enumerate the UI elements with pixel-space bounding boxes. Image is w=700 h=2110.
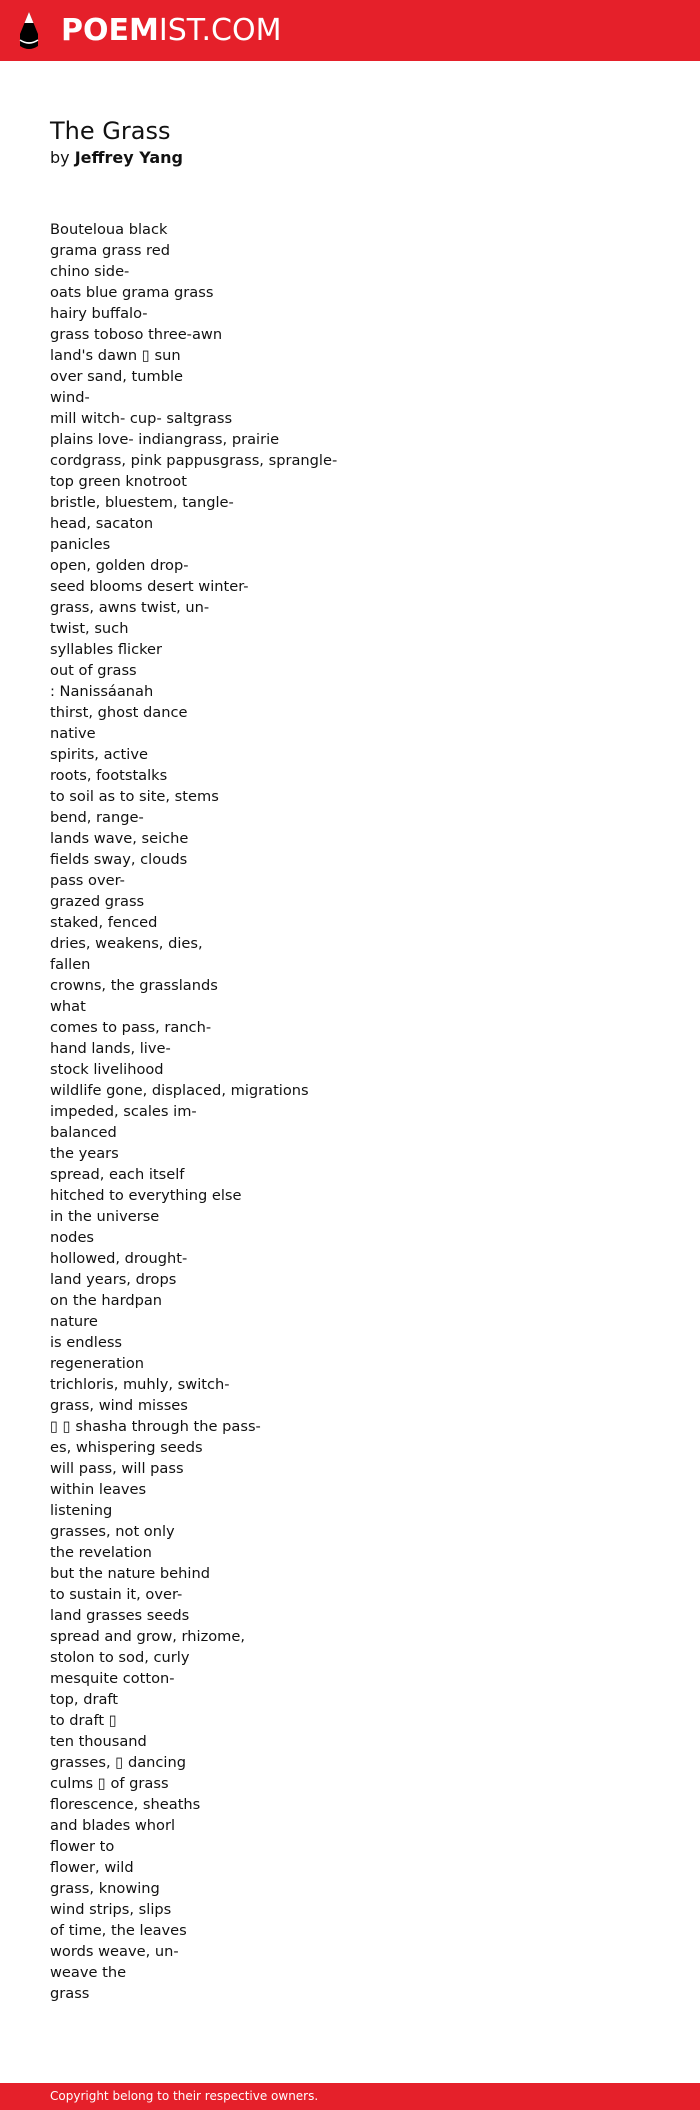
poem-line: staked, fenced bbox=[50, 914, 158, 931]
poem-line: impeded, scales im- bbox=[50, 1103, 197, 1120]
poem-line: trichloris, muhly, switch- bbox=[50, 1376, 230, 1393]
poem-line: ▯ ▯ shasha through the pass- bbox=[50, 1418, 261, 1435]
poem-line: bend, range- bbox=[50, 809, 144, 826]
poem-line: wildlife gone, displaced, migrations bbox=[50, 1082, 309, 1099]
poem-line: weave the bbox=[50, 1964, 127, 1981]
poem-line: es, whispering seeds bbox=[50, 1439, 203, 1456]
poem-line: head, sacaton bbox=[50, 515, 154, 532]
poem-line: mill witch- cup- saltgrass bbox=[50, 410, 233, 427]
poem-title: The Grass bbox=[50, 117, 171, 145]
poem-line: wind- bbox=[50, 389, 90, 406]
poem-line: crowns, the grasslands bbox=[50, 977, 218, 994]
poem-line: land years, drops bbox=[50, 1271, 177, 1288]
pencil-logo-icon[interactable] bbox=[16, 12, 42, 51]
poem-line: dries, weakens, dies, bbox=[50, 935, 203, 952]
logo-text-bold: POEM bbox=[61, 13, 159, 48]
poem-line: wind strips, slips bbox=[50, 1901, 172, 1918]
poem-line: mesquite cotton- bbox=[50, 1670, 175, 1687]
poem-line: spread, each itself bbox=[50, 1166, 185, 1183]
poem-line: Bouteloua black bbox=[50, 221, 168, 238]
poem-line: culms ▯ of grass bbox=[50, 1775, 169, 1792]
poem-line: within leaves bbox=[50, 1481, 147, 1498]
poem-line: grass, knowing bbox=[50, 1880, 160, 1897]
poem-line: grass, awns twist, un- bbox=[50, 599, 210, 616]
poem-line: fallen bbox=[50, 956, 91, 973]
poem-line: and blades whorl bbox=[50, 1817, 176, 1834]
site-header bbox=[0, 0, 700, 61]
poem-line: plains love- indiangrass, prairie bbox=[50, 431, 280, 448]
poem-line: the years bbox=[50, 1145, 119, 1162]
poem-line: fields sway, clouds bbox=[50, 851, 188, 868]
poem-line: to draft ▯ bbox=[50, 1712, 117, 1729]
poem-line: hairy buffalo- bbox=[50, 305, 148, 322]
poem-line: stock livelihood bbox=[50, 1061, 164, 1078]
copyright-text: Copyright belong to their respective owners. bbox=[50, 2089, 319, 2103]
poem-line: : Nanissáanah bbox=[50, 683, 154, 700]
poem-line: out of grass bbox=[50, 662, 137, 679]
poem-author[interactable]: Jeffrey Yang bbox=[74, 148, 183, 167]
poem-line: stolon to sod, curly bbox=[50, 1649, 190, 1666]
poem-line: regeneration bbox=[50, 1355, 145, 1372]
poem-line: seed blooms desert winter- bbox=[50, 578, 249, 595]
poem-line: twist, such bbox=[50, 620, 129, 637]
poem-line: grama grass red bbox=[50, 242, 170, 259]
poem-line: grasses, not only bbox=[50, 1523, 175, 1540]
poem-line: the revelation bbox=[50, 1544, 152, 1561]
poem-line: grasses, ▯ dancing bbox=[50, 1754, 186, 1771]
poem-line: ten thousand bbox=[50, 1733, 147, 1750]
poem-line: comes to pass, ranch- bbox=[50, 1019, 212, 1036]
poem-line: nodes bbox=[50, 1229, 95, 1246]
poem-line: cordgrass, pink pappusgrass, sprangle- bbox=[50, 452, 338, 469]
poem-line: will pass, will pass bbox=[50, 1460, 184, 1477]
poem-body bbox=[50, 219, 337, 2004]
poem-line: flower to bbox=[50, 1838, 115, 1855]
poem-line: listening bbox=[50, 1502, 113, 1519]
poem-line: what bbox=[50, 998, 86, 1015]
poem-line: hollowed, drought- bbox=[50, 1250, 188, 1267]
logo-text-light: IST.COM bbox=[158, 13, 282, 48]
poem-line: flower, wild bbox=[50, 1859, 134, 1876]
poem-line: land grasses seeds bbox=[50, 1607, 190, 1624]
site-logo[interactable] bbox=[61, 11, 281, 51]
poem-line: hand lands, live- bbox=[50, 1040, 171, 1057]
poem-line: chino side- bbox=[50, 263, 130, 280]
byline-prefix: by bbox=[50, 148, 70, 167]
poem-line: bristle, bluestem, tangle- bbox=[50, 494, 234, 511]
poem-line: panicles bbox=[50, 536, 111, 553]
poem-line: grazed grass bbox=[50, 893, 145, 910]
poem-line: lands wave, seiche bbox=[50, 830, 189, 847]
poem-line: on the hardpan bbox=[50, 1292, 163, 1309]
poem-line: balanced bbox=[50, 1124, 117, 1141]
poem-line: top, draft bbox=[50, 1691, 119, 1708]
poem-line: syllables flicker bbox=[50, 641, 163, 658]
poem-line: hitched to everything else bbox=[50, 1187, 242, 1204]
poem-line: land's dawn ▯ sun bbox=[50, 347, 181, 364]
poem-line: thirst, ghost dance bbox=[50, 704, 188, 721]
poem-line: spirits, active bbox=[50, 746, 148, 763]
poem-line: native bbox=[50, 725, 96, 742]
poem-line: spread and grow, rhizome, bbox=[50, 1628, 246, 1645]
poem-line: oats blue grama grass bbox=[50, 284, 214, 301]
poem-line: words weave, un- bbox=[50, 1943, 179, 1960]
poem-line: to sustain it, over- bbox=[50, 1586, 183, 1603]
poem-line: to soil as to site, stems bbox=[50, 788, 219, 805]
poem-line: pass over- bbox=[50, 872, 125, 889]
poem-line: is endless bbox=[50, 1334, 123, 1351]
poem-line: grass bbox=[50, 1985, 90, 2002]
poem-line: grass toboso three-awn bbox=[50, 326, 223, 343]
poem-line: nature bbox=[50, 1313, 98, 1330]
poem-line: roots, footstalks bbox=[50, 767, 168, 784]
poem-line: open, golden drop- bbox=[50, 557, 189, 574]
poem-line: over sand, tumble bbox=[50, 368, 184, 385]
poem-line: in the universe bbox=[50, 1208, 160, 1225]
poem-line: of time, the leaves bbox=[50, 1922, 187, 1939]
poem-byline bbox=[50, 147, 183, 169]
poem-line: grass, wind misses bbox=[50, 1397, 188, 1414]
poem-line: florescence, sheaths bbox=[50, 1796, 201, 1813]
poem-line: but the nature behind bbox=[50, 1565, 210, 1582]
poem-line: top green knotroot bbox=[50, 473, 187, 490]
site-footer bbox=[0, 2083, 700, 2110]
